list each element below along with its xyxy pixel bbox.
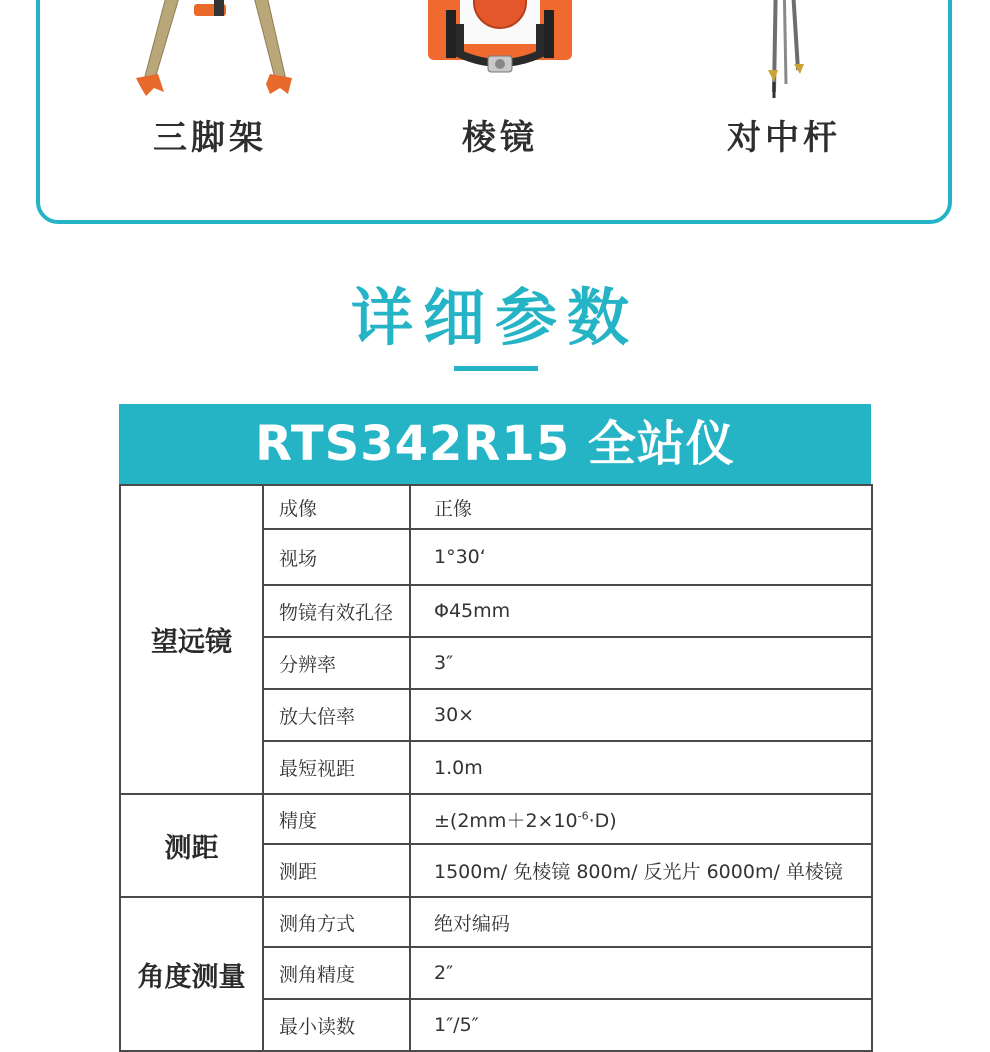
accessories-card (36, 0, 952, 224)
spec-table (119, 404, 871, 1052)
spec-param: 精度 (263, 794, 410, 844)
accessory-label: 对中杆 (727, 118, 841, 158)
spec-param: 视场 (263, 529, 410, 585)
centering-pole-icon (684, 0, 884, 98)
spec-value: Φ45mm (410, 585, 872, 637)
spec-value: 1.0m (410, 741, 872, 794)
spec-value: 正像 (410, 485, 872, 529)
spec-value: 30× (410, 689, 872, 741)
spec-param: 测距 (263, 844, 410, 897)
heading-underline (454, 366, 538, 371)
spec-param: 分辨率 (263, 637, 410, 689)
spec-table-body (119, 484, 873, 1052)
spec-param: 最小读数 (263, 999, 410, 1051)
accessory-tripod (100, 0, 320, 159)
spec-value-prefix: ±(2mm＋2×10 (434, 809, 578, 832)
accessory-centering-pole (674, 0, 894, 159)
spec-param: 放大倍率 (263, 689, 410, 741)
spec-value: 1500m/ 免棱镜 800m/ 反光片 6000m/ 单棱镜 (410, 844, 872, 897)
spec-param: 成像 (263, 485, 410, 529)
section-heading: 详细参数 (350, 281, 639, 354)
table-row (120, 794, 872, 844)
spec-param: 测角方式 (263, 897, 410, 947)
tripod-icon (110, 0, 310, 98)
accessory-label: 棱镜 (462, 118, 538, 158)
spec-param: 最短视距 (263, 741, 410, 794)
spec-param: 测角精度 (263, 947, 410, 999)
spec-value: 2″ (410, 947, 872, 999)
accessory-prism (390, 0, 610, 159)
spec-value: 3″ (410, 637, 872, 689)
spec-value: 1″/5″ (410, 999, 872, 1051)
spec-value-exponent: -6 (577, 809, 589, 823)
spec-group-label: 望远镜 (120, 485, 263, 794)
spec-value-suffix: ·D) (588, 809, 617, 832)
spec-value: 1°30‘ (410, 529, 872, 585)
spec-value (410, 794, 872, 844)
spec-group-label: 测距 (120, 794, 263, 897)
spec-table-title: RTS342R15 全站仪 (119, 404, 871, 484)
table-row (120, 897, 872, 947)
spec-value: 绝对编码 (410, 897, 872, 947)
prism-icon (400, 0, 600, 98)
table-row (120, 485, 872, 529)
spec-group-label: 角度测量 (120, 897, 263, 1051)
accessory-label: 三脚架 (153, 118, 267, 158)
spec-param: 物镜有效孔径 (263, 585, 410, 637)
